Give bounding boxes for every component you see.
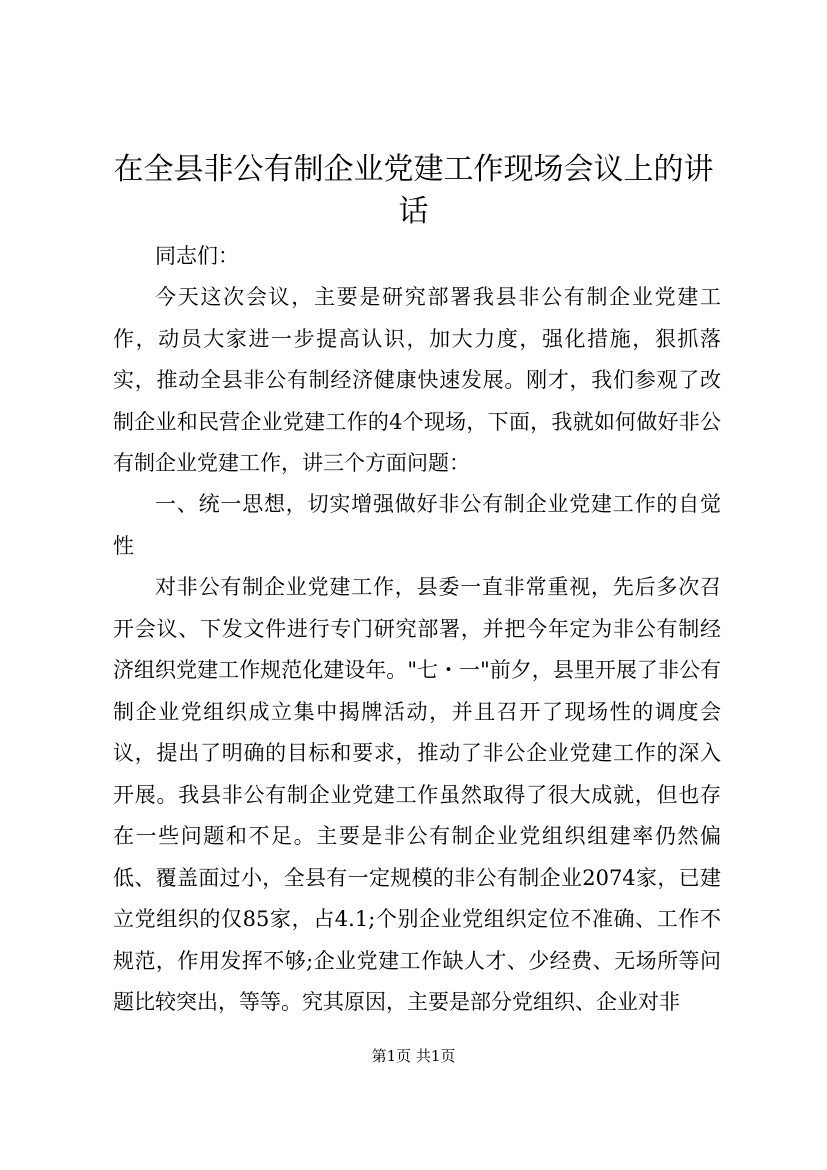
salutation: 同志们： [155,244,239,268]
page-footer: 第1页 共1页 [371,1047,456,1065]
paragraph-intro: 今天这次会议，主要是研究部署我县非公有制企业党建工作，动员大家进一步提高认识，加大力度，强化措施，狠抓落实，推动全县非公有制经济健康快速发展。刚才，我们参观了改制企业和民营企业党建工作的4个现场，下面，我就如何做好非公有制企业党建工作，讲三个方面问题： [113,285,721,475]
paragraph-section-1: 对非公有制企业党建工作，县委一直非常重视，先后多次召开会议、下发文件进行专门研究部署，并把今年定为非公有制经济组织党建工作规范化建设年。"七・一"前夕，县里开展了非公有制企业党组织成立集中揭牌活动，并且召开了现场性的调度会议，提出了明确的目标和要求，推动了非公企业党建工作的深入开展。我县非公有制企业党建工作虽然取得了很大成就，但也存在一些问题和不足。主要是非公有制企业党组织组建率仍然偏低、覆盖面过小，全县有一定规模的非公有制企业2074家，已建立党组织的仅85家，占4.1;个别企业党组织定位不准确、工作不规范，作用发挥不够;企业党建工作缺人才、少经费、无场所等问题比较突出，等等。究其原因，主要是部分党组织、企业对非 [113,575,721,1014]
document-title-line-1: 在全县非公有制企业党建工作现场会议上的讲 [113,152,714,187]
document-title-line-2: 话 [398,194,429,229]
section-heading-1: 一、统一思想，切实增强做好非公有制企业党建工作的自觉性 [113,492,721,558]
